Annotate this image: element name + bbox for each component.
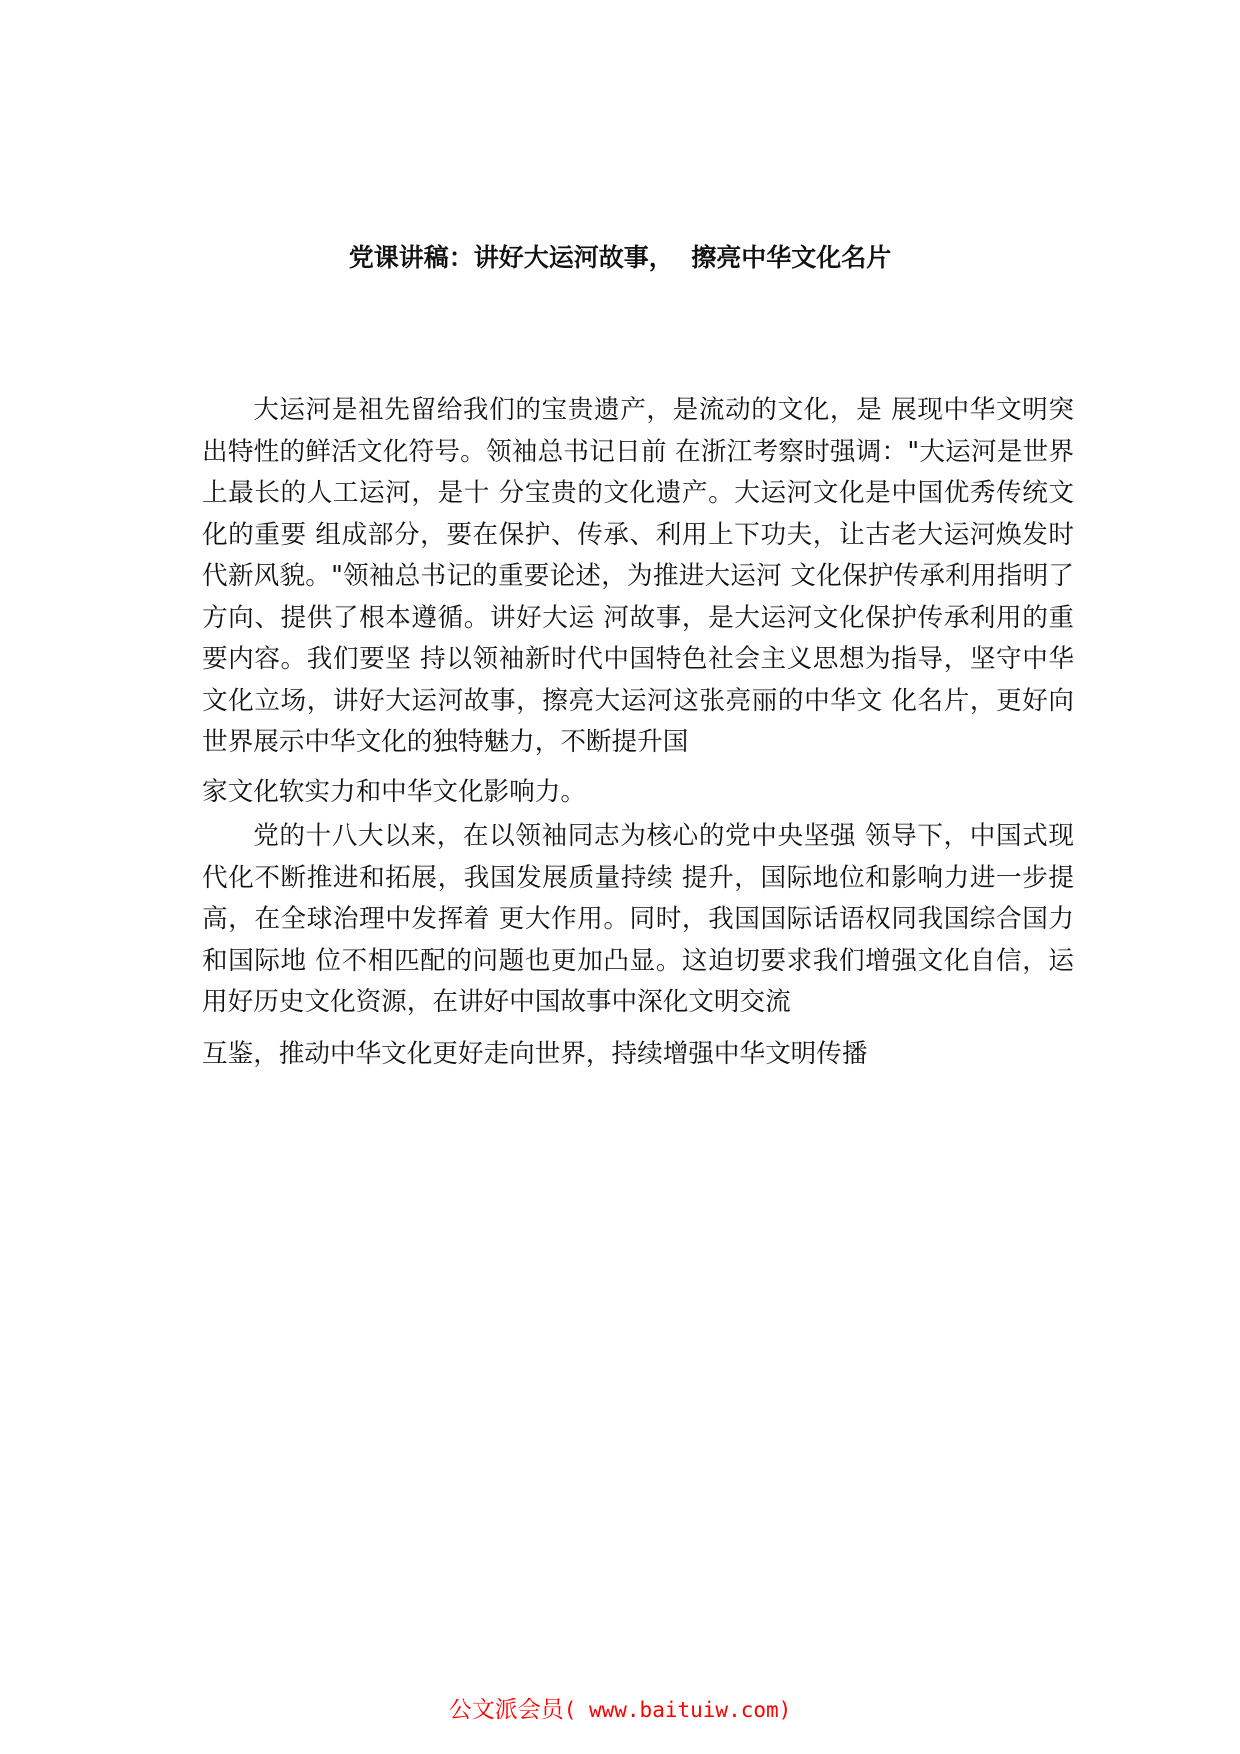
paragraph-1-continuation: 家文化软实力和中华文化影响力。 (202, 777, 586, 807)
paragraph-2: 党的十八大以来，在以领袖同志为核心的党中央坚强 领导下，中国式现代化不断推进和拓展，我国发展质量持续 提升，国际地位和影响力进一步提高，在全球治理中发挥着 更大作用。同时，我国国际话语权同我国综合国力和国际地 位不相匹配的问题也更加凸显。这迫切要求我们增强文化自信，运用好历史文化资源，在讲好中国故事中深化文明交流 (202, 821, 1074, 1017)
page-title: 党课讲稿：讲好大运河故事， 擦亮中华文化名片 (348, 243, 892, 272)
paragraph-1: 大运河是祖先留给我们的宝贵遗产，是流动的文化，是 展现中华文明突出特性的鲜活文化符号。领袖总书记日前 在浙江考察时强调："大运河是世界上最长的人工运河，是十 分宝贵的文化遗产。大运河文化是中国优秀传统文化的重要 组成部分，要在保护、传承、利用上下功夫，让古老大运河焕发时代新风貌。"领袖总书记的重要论述，为推进大运河 文化保护传承利用指明了方向、提供了根本遵循。讲好大运 河故事，是大运河文化保护传承利用的重要内容。我们要坚 持以领袖新时代中国特色社会主义思想为指导，坚守中华 文化立场，讲好大运河故事，擦亮大运河这张亮丽的中华文 化名片，更好向世界展示中华文化的独特魅力，不断提升国 (202, 395, 1074, 757)
footer-url[interactable]: ( www.baituiw.com) (563, 1698, 792, 1722)
paragraph-2-continuation: 互鉴，推动中华文化更好走向世界，持续增强中华文明传播 (202, 1039, 868, 1069)
footer-label: 公文派会员 (448, 1697, 564, 1723)
footer-watermark (0, 1694, 1240, 1726)
